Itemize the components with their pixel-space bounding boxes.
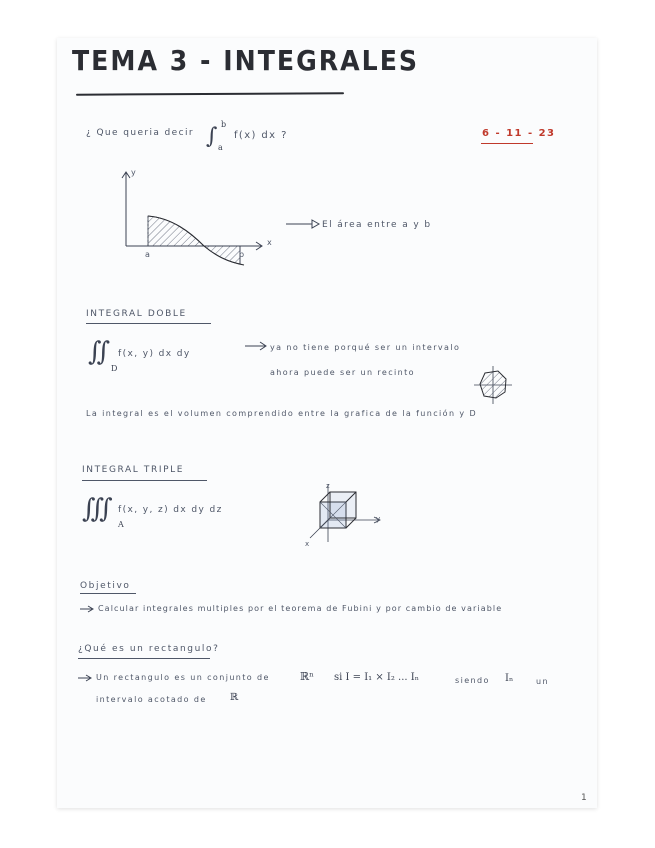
arrow-icon — [245, 341, 267, 351]
triple-integrand: f(x, y, z) dx dy dz — [118, 505, 223, 515]
rectangulo-un: un — [536, 677, 549, 686]
area-below-axis — [204, 246, 240, 264]
region-sketch — [472, 364, 514, 406]
heading-rectangulo: ¿Qué es un rectangulo? — [78, 644, 220, 654]
notebook-page — [57, 38, 597, 808]
page-title: TEMA 3 - INTEGRALES — [72, 44, 420, 77]
graph-a-label: a — [145, 250, 152, 259]
heading-integral-doble: INTEGRAL DOBLE — [86, 309, 187, 319]
heading-objetivo-underline — [80, 593, 136, 594]
box-3d-sketch — [302, 480, 382, 552]
arrow-icon — [286, 219, 320, 229]
r-symbol: ℝ — [230, 692, 239, 703]
integral-lower-limit: a — [218, 143, 223, 152]
double-note-line2: ahora puede ser un recinto — [270, 368, 415, 377]
double-note-line1: ya no tiene porqué ser un intervalo — [270, 343, 461, 352]
arrow-icon — [78, 674, 92, 682]
heading-integral-triple: INTEGRAL TRIPLE — [82, 465, 184, 475]
intro-integrand: f(x) dx ? — [234, 130, 288, 141]
rectangulo-line2: intervalo acotado de — [96, 695, 207, 704]
graph-b-label: b — [239, 250, 246, 259]
box-y-label: y — [376, 515, 382, 523]
objetivo-text: Calcular integrales multiples por el teorema de Fubini y por cambio de variable — [98, 604, 503, 613]
intro-question: ¿ Que queria decir — [86, 128, 194, 138]
arrow-icon — [80, 605, 94, 613]
graph-x-label: x — [267, 238, 274, 247]
heading-objetivo: Objetivo — [80, 581, 131, 591]
rectangulo-in-math: Iₙ — [505, 673, 514, 684]
double-integrand: f(x, y) dx dy — [118, 349, 191, 359]
rectangulo-siendo: siendo — [455, 676, 490, 685]
triple-integral-domain: A — [118, 520, 124, 529]
page-number: 1 — [581, 793, 587, 803]
heading-integral-doble-underline — [86, 323, 211, 324]
rectangulo-definition-math: si I = I₁ × I₂ ... Iₙ — [334, 672, 420, 683]
box-x-label: x — [305, 540, 311, 548]
double-volume-text: La integral es el volumen comprendido entre la grafica de la función y D — [86, 409, 478, 418]
integral-sign: ∫ — [206, 124, 218, 149]
date-label: 6 - 11 - 23 — [482, 128, 556, 139]
heading-rectangulo-underline — [78, 658, 210, 659]
integral-upper-limit: b — [221, 120, 227, 129]
area-explanation: El área entre a y b — [322, 220, 432, 230]
date-underline — [481, 143, 533, 144]
double-integral-sign: ∬ — [88, 337, 111, 367]
triple-integral-sign: ∭ — [82, 494, 113, 524]
rectangulo-line1: Un rectangulo es un conjunto de — [96, 673, 270, 682]
area-graph — [112, 166, 272, 276]
area-above-axis — [148, 216, 204, 246]
rn-symbol: ℝⁿ — [300, 670, 314, 683]
double-integral-domain: D — [111, 364, 118, 373]
heading-integral-triple-underline — [82, 480, 207, 481]
box-z-label: z — [326, 482, 332, 490]
graph-y-label: y — [131, 168, 138, 177]
